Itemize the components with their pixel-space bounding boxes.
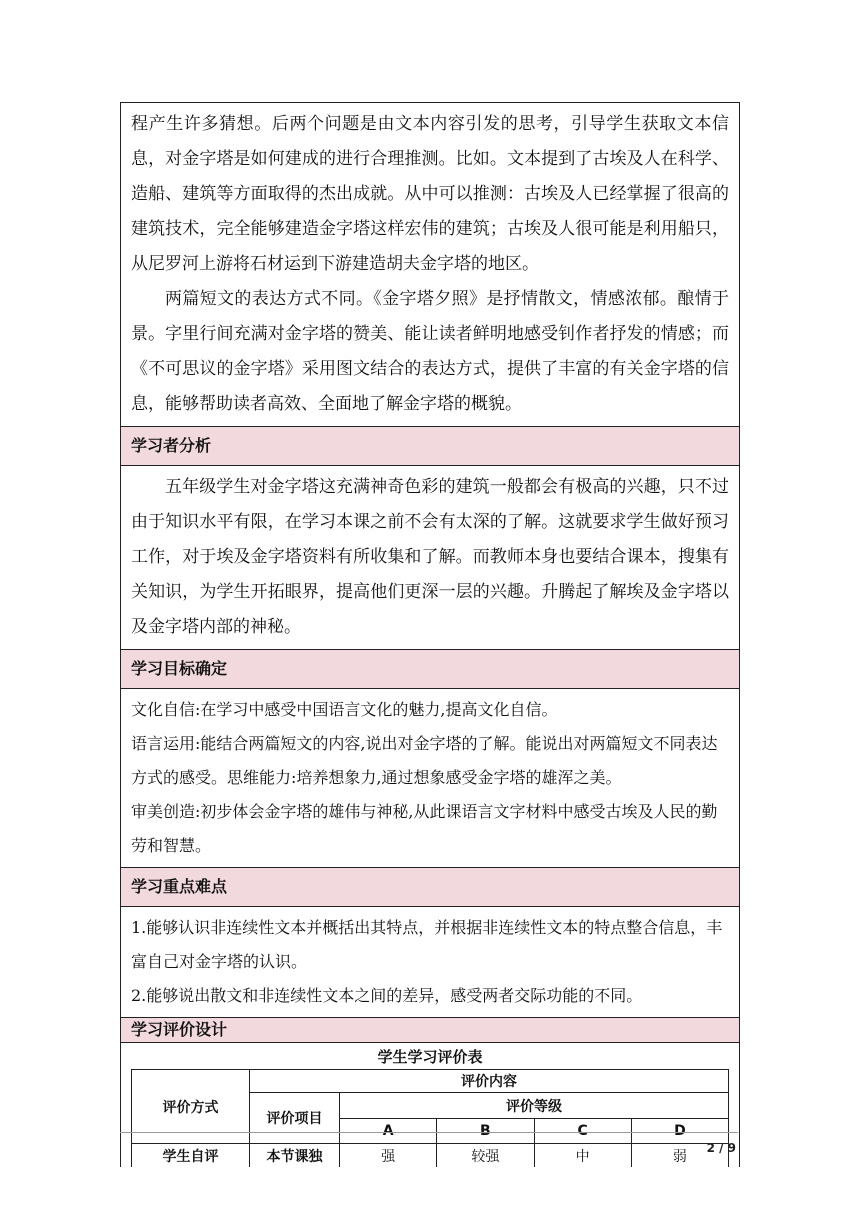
eval-content-header: 评价内容 <box>250 1070 729 1093</box>
intro-section <box>121 103 739 427</box>
lesson-plan-table <box>120 102 740 1167</box>
level-c: C <box>534 1119 631 1144</box>
eval-item-header: 评价项目 <box>250 1093 340 1144</box>
row-method: 学生自评 <box>132 1144 250 1168</box>
table-row <box>132 1144 729 1168</box>
level-a: A <box>340 1119 437 1144</box>
evaluation-header: 学习评价设计 <box>121 1018 739 1043</box>
eval-level-header: 评价等级 <box>340 1093 729 1119</box>
key-points-body <box>121 907 739 1018</box>
row-item: 本节课独 <box>250 1144 340 1168</box>
row-value-a: 强 <box>340 1144 437 1168</box>
goal-aesthetic: 审美创造:初步体会金字塔的雄伟与神秘,从此课语言文字材料中感受古埃及人民的勤劳和智慧。 <box>131 802 718 855</box>
eval-method-header: 评价方式 <box>132 1070 250 1144</box>
key-points-header: 学习重点难点 <box>121 868 739 907</box>
level-b: B <box>437 1119 534 1144</box>
learner-analysis-header: 学习者分析 <box>121 427 739 466</box>
key-point-1: 1.能够认识非连续性文本并概括出其特点，并根据非连续性文本的特点整合信息，丰富自己对金字塔的认识。 <box>131 918 723 971</box>
intro-paragraph-1: 程产生许多猜想。后两个问题是由文本内容引发的思考，引导学生获取文本信息，对金字塔是如何建成的进行合理推测。比如。文本提到了古埃及人在科学、造船、建筑等方面取得的杰出成就。从中可以推测：古埃及人已经掌握了很高的建筑技术，完全能够建造金字塔这样宏伟的建筑；古埃及人很可能是利用船只，从尼罗河上游将石材运到下游建造胡夫金字塔的地区。 <box>131 114 729 274</box>
learning-goals-body <box>121 689 739 868</box>
learner-analysis-text: 五年级学生对金字塔这充满神奇色彩的建筑一般都会有极高的兴趣，只不过由于知识水平有限，在学习本课之前不会有太深的了解。这就要求学生做好预习工作，对于埃及金字塔资料有所收集和了解。而教师本身也要结合课本，搜集有关知识，为学生开拓眼界，提高他们更深一层的兴趣。升腾起了解埃及金字塔以及金字塔内部的神秘。 <box>131 477 729 637</box>
goal-language: 语言运用:能结合两篇短文的内容,说出对金字塔的了解。能说出对两篇短文不同表达方式的感受。思维能力:培养想象力,通过想象感受金字塔的雄浑之美。 <box>131 734 718 787</box>
goal-culture: 文化自信:在学习中感受中国语言文化的魅力,提高文化自信。 <box>131 700 558 719</box>
footer-rule <box>120 1132 738 1133</box>
row-value-c: 中 <box>534 1144 631 1168</box>
evaluation-body <box>121 1043 739 1167</box>
learning-goals-header: 学习目标确定 <box>121 650 739 689</box>
key-point-2: 2.能够说出散文和非连续性文本之间的差异，感受两者交际功能的不同。 <box>131 986 643 1005</box>
evaluation-table-title: 学生学习评价表 <box>377 1048 483 1066</box>
row-value-b: 较强 <box>437 1144 534 1168</box>
page-number: 2 / 9 <box>706 1141 736 1155</box>
level-d: D <box>631 1119 728 1144</box>
evaluation-table <box>131 1069 729 1167</box>
row-value-d: 弱 <box>631 1144 728 1168</box>
intro-paragraph-2: 两篇短文的表达方式不同。《金字塔夕照》是抒情散文，情感浓郁。酿情于景。字里行间充满对金字塔的赞美、能让读者鲜明地感受钊作者抒发的情感；而《不可思议的金字塔》采用图文结合的表达方式，提供了丰富的有关金字塔的信息，能够帮助读者高效、全面地了解金字塔的概貌。 <box>131 289 729 414</box>
learner-analysis-body <box>121 466 739 650</box>
